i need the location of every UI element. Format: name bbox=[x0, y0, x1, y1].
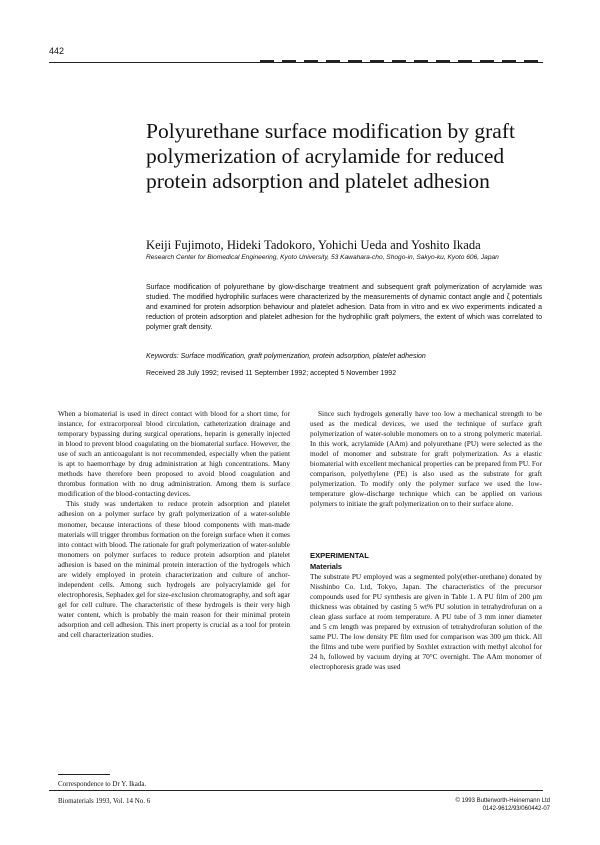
article-title: Polyurethane surface modification by graft polymerization of acrylamide for reduced protein adsorption and platelet adhesion bbox=[146, 119, 515, 193]
body-paragraph: This study was undertaken to reduce protein adsorption and platelet adhesion on a polymer surface by graft polymerization of a water-soluble monomer, because interactions of these blood components with man-made materials will trigger thrombus formation on the foreign surface when it comes into contact with blood. The rationale for graft polymerization of water-soluble monomers on polymer surfaces to reduce protein adsorption and platelet adhesion is based on the minimal protein interaction of the hydrogels which are widely employed in protein characterization and culture of anchor-independent cells. Among such hydrogels are polyacrylamide gel for electrophoresis, Sephadex gel for size-exclusion chromatography, and soft agar gel for cell culture. The characteristic of these hydrogels is their very high water content, which is probably the main reason for their minimal protein adsorption and cell adhesion. This inert property is crucial as a tool for protein and cell characterization studies. bbox=[58, 499, 290, 640]
body-column-left bbox=[58, 409, 290, 640]
received-dates: Received 28 July 1992; revised 11 September 1992; accepted 5 November 1992 bbox=[146, 370, 397, 377]
keywords-label: Keywords: bbox=[146, 353, 179, 360]
keywords bbox=[146, 353, 542, 360]
body-paragraph: Since such hydrogels generally have too low a mechanical strength to be used as the medical devices, we used the technique of surface graft polymerization of water-soluble monomers on to a strong polymeric material. In this work, acrylamide (AAm) and polyurethane (PU) were selected as the model of monomer and substrate for graft polymerization. As a elastic biomaterial with excellent mechanical properties can be prepared from PU. For comparison, polyethylene (PE) is also used as the substrate for graft polymerization. To modify only the polymer surface we used the low-temperature glow-discharge technique which can be applied on various polymers to initiate the graft polymerization on to their surface alone. bbox=[310, 409, 542, 509]
subsection-heading: Materials bbox=[310, 561, 343, 571]
correspondence-note: Correspondence to Dr Y. Ikada. bbox=[58, 780, 147, 788]
article-affiliation: Research Center for Biomedical Engineering, Kyoto University, 53 Kawahara-cho, Shogo-in, Sakyo-ku, Kyoto 606, Japan bbox=[146, 254, 499, 261]
article-abstract: Surface modification of polyurethane by glow-discharge treatment and subsequent graft polymerization of acrylamide was studied. The modified hydrophilic surfaces were characterized by the measurements of dynamic contact angle and ζ potentials and examined for protein adsorption behaviour and platelet adhesion. Data from in vitro and ex vivo experiments indicated a reduction of protein adsorption and platelet adhesion for the hydrophilic graft polymers, the extent of which was correlated to polymer graft density. bbox=[146, 284, 542, 331]
article-authors: Keiji Fujimoto, Hideki Tadokoro, Yohichi Ueda and Yoshito Ikada bbox=[146, 238, 481, 252]
header-rule-dashes bbox=[260, 60, 543, 62]
copyright-line: © 1993 Butterworth-Heinemann Ltd bbox=[455, 798, 550, 804]
section-spacer bbox=[310, 509, 542, 551]
header-rule bbox=[49, 62, 543, 63]
journal-citation: Biomaterials 1993, Vol. 14 No. 6 bbox=[58, 797, 151, 805]
body-paragraph: The substrate PU employed was a segmented poly(ether-urethane) donated by Nisshinbo Co. Ltd, Tokyo, Japan. The characteristics of the precursor compounds used for PU synthesis are given in Table 1. A PU film of 200 μm thickness was obtained by casting 5 wt% PU solution in tetrahydrofuran on a clean glass surface at room temperature. A PU tube of 3 mm inner diameter and 5 cm length was prepared by extrusion of tetrahydrofuran solution of the same PU. The low density PE film used for comparison was 300 μm thick. All the films and tube were purified by Soxhlet extraction with methyl alcohol for 24 h, followed by vacuum drying at 70°C overnight. The AAm monomer of electrophoresis grade was used bbox=[310, 571, 542, 671]
issn-line: 0142-9612/93/060442-07 bbox=[482, 806, 550, 812]
page-number: 442 bbox=[49, 46, 65, 56]
footer-rule bbox=[49, 790, 543, 791]
copyright-notice bbox=[440, 797, 550, 813]
footnote-rule bbox=[58, 774, 110, 775]
body-paragraph: When a biomaterial is used in direct contact with blood for a short time, for instance, for extracorporeal blood circulation, catheterization drainage and temporary bypassing during surgical operations, heparin is generally injected in blood to prevent blood coagulating on the biomaterial surface. However, the use of such an anticoagulant is not recommended, especially when the patient is apt to haemorrhage by drug administration at high concentrations. Many methods have therefore been proposed to avoid blood coagulation and thrombus formation with no drug administration. Among them is surface modification of the blood-contacting devices. bbox=[58, 409, 290, 499]
keywords-text: Surface modification, graft polymerization, protein adsorption, platelet adhesion bbox=[180, 353, 426, 360]
section-heading: EXPERIMENTAL bbox=[310, 551, 369, 561]
body-column-right bbox=[310, 409, 542, 672]
